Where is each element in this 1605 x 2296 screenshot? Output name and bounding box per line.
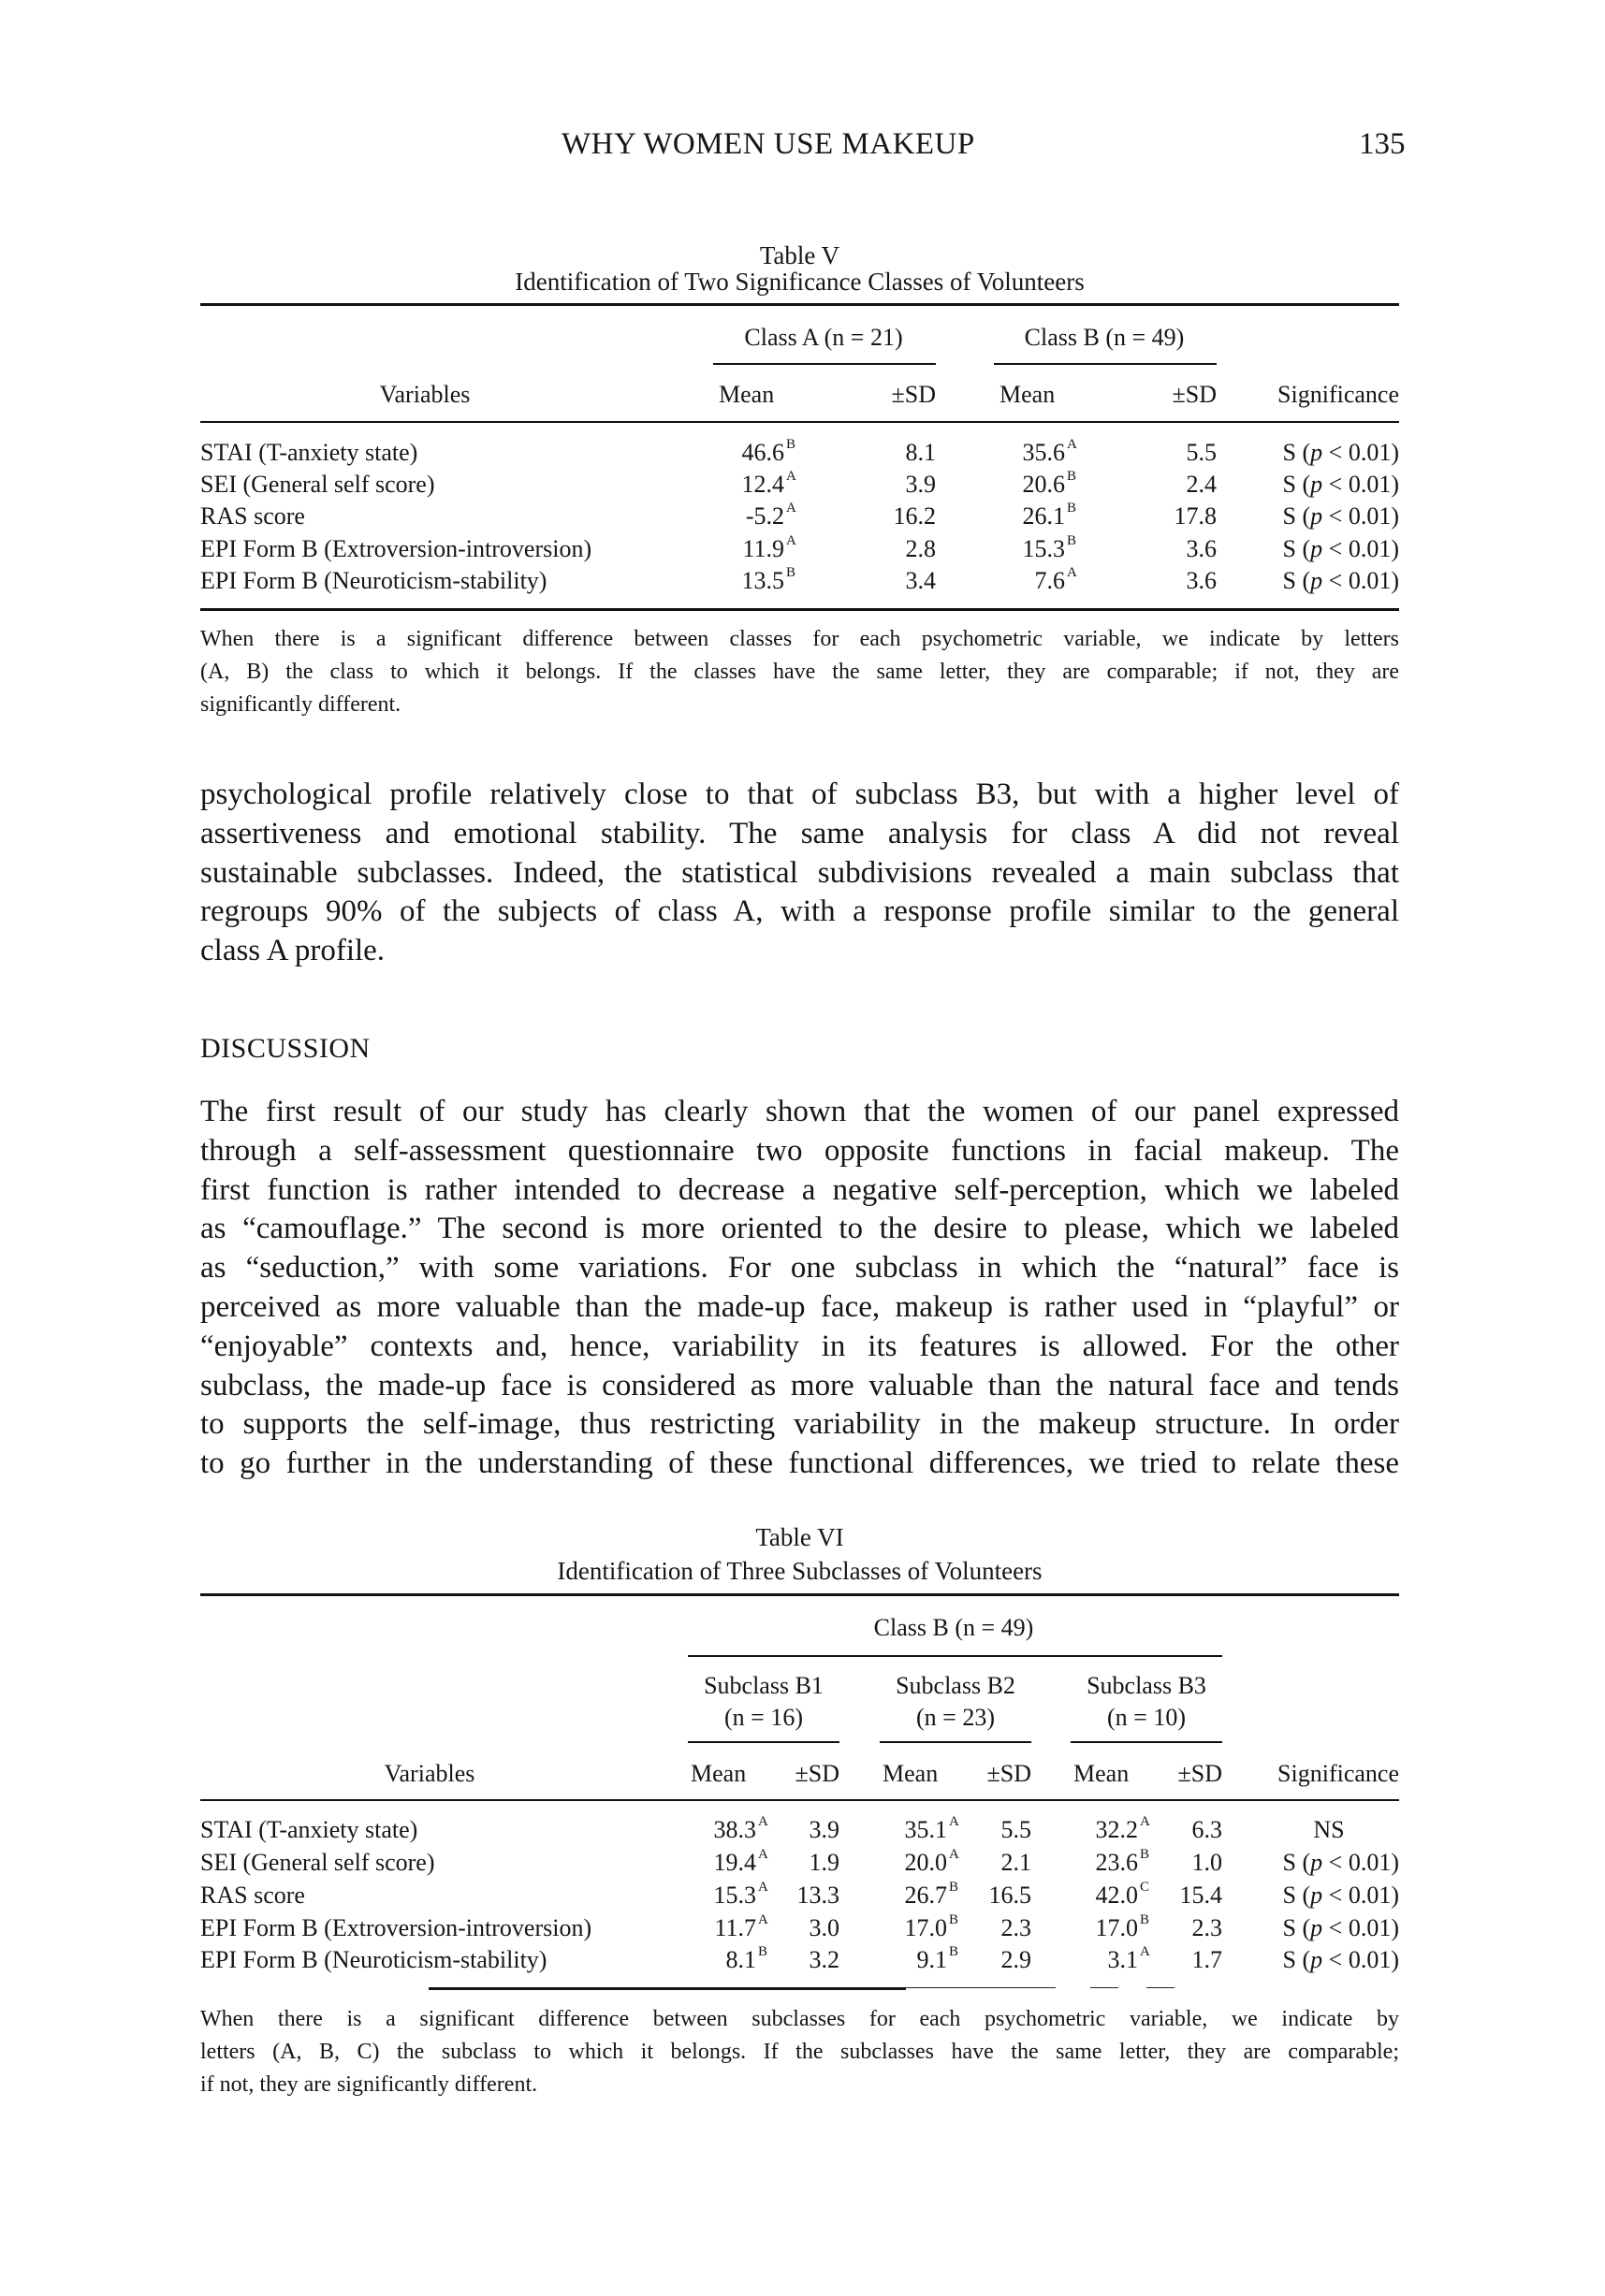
class-b-sd: 5.5 [1186,439,1217,466]
b1-sd: 1.9 [809,1849,839,1876]
mean-value: 13.5 [741,567,784,594]
b2-sd: 2.9 [1000,1946,1031,1973]
mean-value: 11.9 [742,535,784,562]
text-line: to go further in the understanding of these functional differences, we tried to relate these [200,1446,1399,1481]
significance-letter: B [949,1944,959,1959]
table-vi-footnote [200,2003,1399,2101]
b3-sd: 6.3 [1191,1816,1222,1843]
sig-prefix: S ( [1282,1946,1311,1973]
sig-p: p [1310,471,1323,498]
sig-prefix: S ( [1282,1849,1311,1876]
b2-sd: 5.5 [1000,1816,1031,1843]
variable-name: STAI (T-anxiety state) [200,1816,418,1843]
b3-sd: 15.4 [1179,1882,1222,1909]
table-v-header-a-sd: ±SD [891,381,936,408]
significance-letter: A [1067,437,1077,452]
significance-letter: A [786,533,796,548]
b2-sd: 2.1 [1000,1849,1031,1876]
page-number: 135 [1359,127,1406,161]
mean-value: 15.3 [713,1882,756,1909]
body-paragraph [200,776,1399,971]
mean-value: 15.3 [1022,535,1065,562]
class-a-sd: 16.2 [893,502,936,530]
class-b-mean [953,437,1077,467]
b3-mean [1026,1880,1150,1910]
significance-letter: B [949,1912,959,1927]
table-vi-subclass-b1: Subclass B1 [704,1672,824,1699]
table-vi-b1-underline [688,1741,839,1743]
table-vi-subclass-b1-n: (n = 16) [724,1704,803,1731]
b2-mean [835,1912,959,1942]
table-vi-bottom-rule [429,1987,906,1990]
significance-letter: B [1067,501,1077,516]
significance-cell [1235,567,1399,595]
table-vi-bottom-rule-tail [906,1987,1056,1988]
table-v-group-class-b: Class B (n = 49) [1024,324,1185,351]
mean-value: 3.1 [1107,1946,1138,1973]
b1-mean [644,1944,768,1974]
b1-mean [644,1847,768,1877]
significance-letter: A [1140,1944,1150,1959]
variable-name: EPI Form B (Neuroticism-stability) [200,567,547,594]
table-v-caption: Identification of Two Significance Classes of Volunteers [515,268,1085,296]
table-v-footnote [200,623,1399,721]
table-vi-subclass-b2-n: (n = 23) [916,1704,995,1731]
text-line: class A profile. [200,934,386,968]
b2-sd: 16.5 [988,1882,1031,1909]
table-v-header-b-mean: Mean [999,381,1056,408]
table-v-class-a-underline [713,363,936,365]
text-line: The first result of our study has clearly shown that the women of our panel expressed [200,1095,1399,1128]
sig-p: p [1310,1882,1323,1909]
table-v-header-b-sd: ±SD [1172,381,1217,408]
variable-name: RAS score [200,502,305,530]
text-line: as “seduction,” with some variations. For one subclass in which the “natural” face is [200,1251,1399,1286]
sig-prefix: S ( [1282,471,1311,498]
mean-value: 12.4 [741,471,784,498]
mean-value: 17.0 [904,1914,947,1941]
significance-letter: A [1067,565,1077,580]
table-vi-class-b-header: Class B (n = 49) [873,1614,1034,1641]
significance-cell [1235,1882,1399,1910]
mean-value: 42.0 [1095,1882,1138,1909]
text-line: to supports the self-image, thus restricting variability in the makeup structure. In order [200,1407,1399,1442]
significance-letter: B [786,565,796,580]
mean-value: 9.1 [916,1946,947,1973]
table-vi-b3-underline [1071,1741,1222,1743]
class-a-mean [672,533,796,563]
table-vi-caption: Identification of Three Subclasses of Volunteers [557,1557,1043,1585]
significance-cell [1235,439,1399,467]
significance-letter: A [786,469,796,484]
table-vi-header-rule [200,1799,1399,1801]
significance-cell [1235,535,1399,563]
text-line: subclass, the made-up face is considered as more valuable than the natural face and tends [200,1368,1399,1402]
significance-cell [1235,1914,1399,1942]
variable-name: STAI (T-anxiety state) [200,439,418,466]
significance-cell [1235,471,1399,499]
sig-p: p [1310,535,1323,562]
sig-p: p [1310,567,1323,594]
class-b-mean [953,501,1077,530]
b2-sd: 2.3 [1000,1914,1031,1941]
sig-suffix: < 0.01) [1322,502,1399,530]
text-line: as “camouflage.” The second is more oriented to the desire to please, which we labeled [200,1212,1399,1246]
mean-value: 8.1 [725,1946,756,1973]
class-a-sd: 8.1 [905,439,936,466]
text-line: psychological profile relatively close to that of subclass B3, but with a higher level of [200,777,1399,811]
class-b-mean [953,533,1077,563]
mean-value: 35.6 [1022,439,1065,466]
significance-letter: B [786,437,796,452]
class-b-sd: 3.6 [1186,567,1217,594]
b2-mean [835,1944,959,1974]
footnote-line: letters (A, B, C) the subclass to which it belongs. If the subclasses have the same letter, they are comparable; [200,2040,1399,2064]
running-head: WHY WOMEN USE MAKEUP [562,127,975,161]
b3-sd: 1.0 [1191,1849,1222,1876]
sig-p: p [1310,1849,1323,1876]
variable-name: SEI (General self score) [200,1849,435,1876]
b3-mean [1026,1814,1150,1844]
b3-mean [1026,1847,1150,1877]
footnote-line: significantly different. [200,692,401,717]
table-vi-bottom-rule-dash [1146,1987,1175,1988]
mean-value: 23.6 [1095,1849,1138,1876]
variable-name: EPI Form B (Neuroticism-stability) [200,1946,547,1973]
b1-sd: 13.3 [796,1882,839,1909]
sig-suffix: < 0.01) [1322,1914,1399,1941]
class-a-mean [672,437,796,467]
class-a-sd: 3.9 [905,471,936,498]
footnote-line: if not, they are significantly different. [200,2072,538,2097]
b2-mean [835,1880,959,1910]
footnote-line: When there is a significant difference between classes for each psychometric variable, we indicate by letters [200,627,1399,651]
table-vi-subclass-b2: Subclass B2 [896,1672,1015,1699]
table-v-bottom-rule [200,608,1399,611]
table-vi-header-b3-sd: ±SD [1177,1760,1222,1787]
class-a-mean [672,501,796,530]
sig-prefix: S ( [1282,502,1311,530]
table-vi-header-b3-mean: Mean [1073,1760,1130,1787]
significance-letter: A [758,1880,768,1895]
sig-prefix: S ( [1282,439,1311,466]
sig-prefix: S ( [1282,567,1311,594]
significance-letter: A [758,1814,768,1829]
table-v-class-b-underline [994,363,1217,365]
text-line: perceived as more valuable than the made-up face, makeup is rather used in “playful” or [200,1289,1399,1324]
sig-p: p [1310,1914,1323,1941]
sig-suffix: < 0.01) [1322,535,1399,562]
mean-value: -5.2 [745,502,784,530]
mean-value: 46.6 [741,439,784,466]
table-v-header-variables: Variables [379,381,471,408]
b1-sd: 3.2 [809,1946,839,1973]
footnote-line: When there is a significant difference between subclasses for each psychometric variable, we indicate by [200,2007,1399,2031]
table-v-header-a-mean: Mean [719,381,775,408]
significance-letter: B [949,1880,959,1895]
mean-value: 26.7 [904,1882,947,1909]
mean-value: 11.7 [714,1914,756,1941]
sig-p: p [1310,502,1323,530]
table-vi-header-b1-sd: ±SD [795,1760,839,1787]
table-v-header-significance: Significance [1277,381,1399,408]
b2-mean [835,1847,959,1877]
significance-letter: B [758,1944,768,1959]
table-vi-class-b-underline [688,1655,1222,1657]
b1-mean [644,1912,768,1942]
text-line: assertiveness and emotional stability. The same analysis for class A did not reveal [200,816,1399,850]
significance-letter: A [1140,1814,1150,1829]
significance-cell [1235,1946,1399,1974]
significance-letter: C [1140,1880,1150,1895]
mean-value: 35.1 [904,1816,947,1843]
b3-mean [1026,1944,1150,1974]
mean-value: 20.0 [904,1849,947,1876]
class-b-sd: 17.8 [1174,502,1217,530]
table-vi-header-b1-mean: Mean [691,1760,747,1787]
table-vi-header-b2-sd: ±SD [986,1760,1031,1787]
table-v-top-rule [200,303,1399,306]
significance-letter: A [758,1912,768,1927]
mean-value: 7.6 [1034,567,1065,594]
sig-prefix: S ( [1282,1914,1311,1941]
sig-prefix: S ( [1282,535,1311,562]
b1-mean [644,1814,768,1844]
table-vi-subclass-b3-n: (n = 10) [1107,1704,1186,1731]
mean-value: 19.4 [713,1849,756,1876]
table-vi-bottom-rule-dash [1090,1987,1118,1988]
variable-name: EPI Form B (Extroversion-introversion) [200,535,592,562]
text-line: “enjoyable” contexts and, hence, variability in its features is allowed. For the other [200,1329,1399,1363]
class-a-sd: 2.8 [905,535,936,562]
sig-suffix: < 0.01) [1322,1849,1399,1876]
significance-letter: A [949,1847,959,1862]
significance-letter: A [758,1847,768,1862]
variable-name: SEI (General self score) [200,471,435,498]
mean-value: 32.2 [1095,1816,1138,1843]
text-line: regroups 90% of the subjects of class A, with a response profile similar to the general [200,894,1399,929]
class-b-sd: 2.4 [1186,471,1217,498]
table-vi-subclass-b3: Subclass B3 [1087,1672,1206,1699]
mean-value: 38.3 [713,1816,756,1843]
b3-sd: 1.7 [1191,1946,1222,1973]
significance-letter: B [1067,469,1077,484]
text-line: first function is rather intended to decrease a negative self-perception, which we labeled [200,1172,1399,1207]
significance-cell [1235,1849,1399,1877]
significance-letter: B [1140,1912,1150,1927]
mean-value: 20.6 [1022,471,1065,498]
b3-mean [1026,1912,1150,1942]
mean-value: 26.1 [1022,502,1065,530]
sig-suffix: < 0.01) [1322,471,1399,498]
text-line: sustainable subclasses. Indeed, the statistical subdivisions revealed a main subclass that [200,855,1399,890]
sig-p: p [1310,439,1323,466]
table-vi-header-significance: Significance [1277,1760,1399,1787]
class-b-sd: 3.6 [1186,535,1217,562]
significance-cell [1235,502,1399,530]
sig-suffix: < 0.01) [1322,567,1399,594]
class-a-sd: 3.4 [905,567,936,594]
table-vi-label: Table VI [755,1523,844,1551]
significance-letter: A [786,501,796,516]
table-vi-header-variables: Variables [384,1760,475,1787]
b1-sd: 3.9 [809,1816,839,1843]
class-a-mean [672,565,796,595]
b3-sd: 2.3 [1191,1914,1222,1941]
class-a-mean [672,469,796,499]
section-heading-discussion: DISCUSSION [200,1033,371,1064]
significance-letter: A [949,1814,959,1829]
sig-suffix: < 0.01) [1322,439,1399,466]
significance-letter: B [1067,533,1077,548]
variable-name: RAS score [200,1882,305,1909]
table-vi-top-rule [200,1593,1399,1596]
text-line: through a self-assessment questionnaire two opposite functions in facial makeup. The [200,1133,1399,1168]
table-v-group-class-a: Class A (n = 21) [744,324,903,351]
class-b-mean [953,565,1077,595]
sig-prefix: S ( [1282,1882,1311,1909]
variable-name: EPI Form B (Extroversion-introversion) [200,1914,592,1941]
significance-cell: NS [1313,1816,1345,1843]
sig-suffix: < 0.01) [1322,1946,1399,1973]
table-v-label: Table V [759,241,840,269]
significance-letter: B [1140,1847,1150,1862]
discussion-paragraph [200,1093,1399,1484]
sig-suffix: < 0.01) [1322,1882,1399,1909]
b2-mean [835,1814,959,1844]
class-b-mean [953,469,1077,499]
footnote-line: (A, B) the class to which it belongs. If the classes have the same letter, they are comparable; if not, they are [200,660,1399,684]
b1-mean [644,1880,768,1910]
sig-p: p [1310,1946,1323,1973]
table-vi-b2-underline [880,1741,1031,1743]
table-v-header-rule [200,421,1399,423]
table-vi-header-b2-mean: Mean [883,1760,939,1787]
mean-value: 17.0 [1095,1914,1138,1941]
b1-sd: 3.0 [809,1914,839,1941]
